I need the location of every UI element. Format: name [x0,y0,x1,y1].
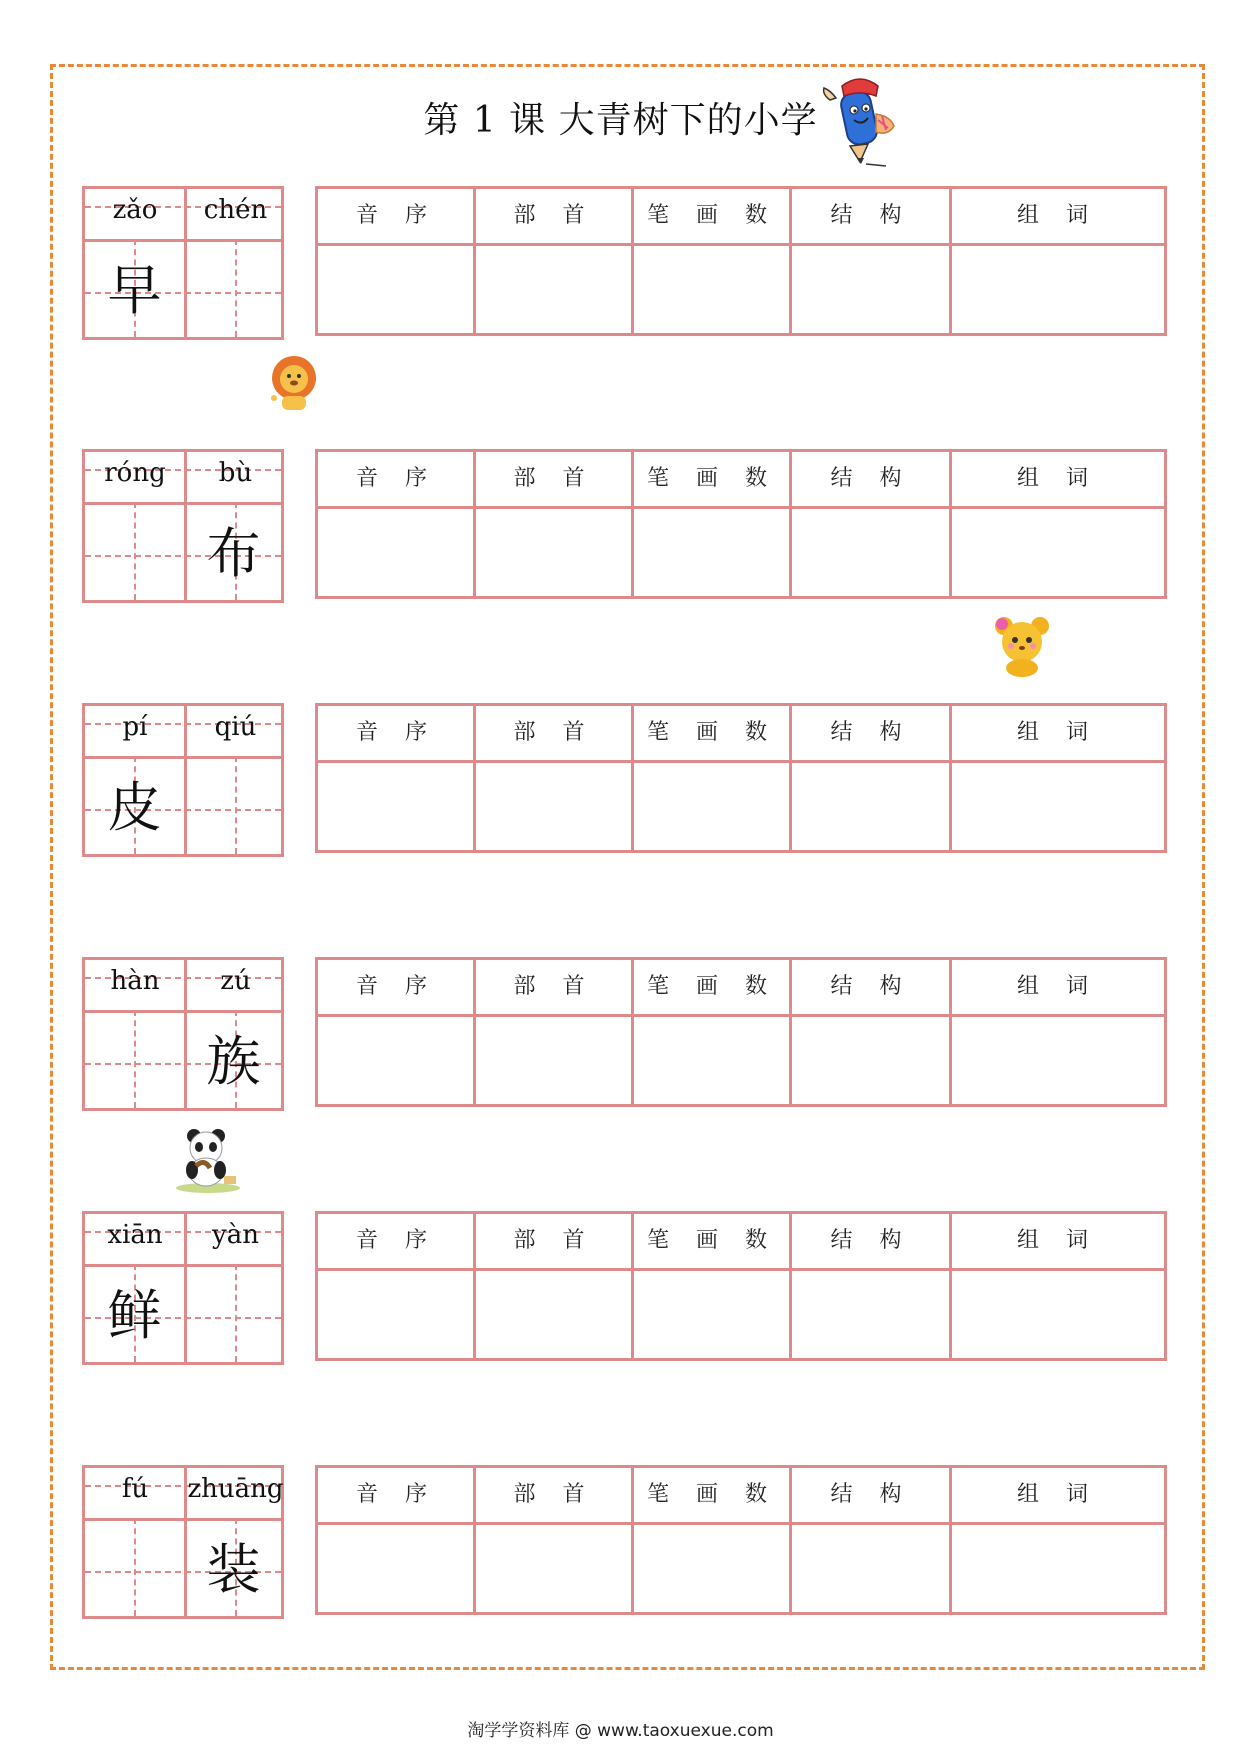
table-header: 组 词 [1017,1228,1098,1253]
pinyin-2: yàn [212,1220,259,1250]
table-header: 笔 画 数 [647,1228,777,1253]
table-header: 笔 画 数 [647,720,777,745]
answer-cell[interactable] [475,246,633,333]
table-header: 部 首 [513,974,595,999]
answer-cell[interactable] [951,1017,1164,1104]
tianzige-grid [82,186,284,340]
table-header: 结 构 [830,720,912,745]
table-header: 笔 画 数 [647,466,777,491]
hanzi-cell-1[interactable]: 鲜 [107,1284,162,1347]
pinyin-2: bù [218,458,253,488]
lion-icon [266,352,322,412]
answer-cell[interactable] [951,1271,1164,1358]
table-header: 部 首 [513,1228,595,1253]
hanzi-cell-2[interactable]: 装 [206,1538,261,1601]
answer-cell[interactable] [633,509,791,596]
table-header: 部 首 [513,466,595,491]
pinyin-1: xiān [107,1220,163,1250]
table-header: 音 序 [356,203,437,228]
table-header: 结 构 [830,1228,912,1253]
answer-cell[interactable] [791,246,951,333]
answer-cell[interactable] [318,1525,475,1612]
answer-cell[interactable] [633,1525,791,1612]
bear-icon [990,612,1054,678]
table-header: 部 首 [513,1482,595,1507]
footer-credit: 淘学学资料库 @ www.taoxuexue.com [467,1721,774,1741]
table-header: 笔 画 数 [647,1482,777,1507]
table-header: 组 词 [1017,203,1098,228]
pinyin-1: hàn [110,966,160,996]
answer-cell[interactable] [318,509,475,596]
answer-cell[interactable] [475,1017,633,1104]
answer-cell[interactable] [951,246,1164,333]
answer-cell[interactable] [633,1017,791,1104]
table-header: 结 构 [830,974,912,999]
pinyin-2: zhuāng [187,1474,284,1504]
table-header: 组 词 [1017,1482,1098,1507]
answer-cell[interactable] [791,1525,951,1612]
analysis-table [315,449,1167,599]
analysis-table [315,1211,1167,1361]
answer-cell[interactable] [951,763,1164,850]
pinyin-2: zú [220,966,251,996]
answer-cell[interactable] [791,509,951,596]
answer-cell[interactable] [475,763,633,850]
tianzige-grid [82,703,284,857]
tianzige-grid [82,1465,284,1619]
answer-cell[interactable] [318,763,475,850]
table-header: 音 序 [356,1228,437,1253]
table-header: 组 词 [1017,974,1098,999]
pinyin-1: pí [122,712,148,742]
pinyin-1: fú [121,1474,149,1504]
answer-cell[interactable] [475,509,633,596]
answer-cell[interactable] [791,1271,951,1358]
table-header: 音 序 [356,720,437,745]
tianzige-grid [82,1211,284,1365]
character-row [0,1465,1241,1621]
tianzige-grid [82,449,284,603]
hanzi-cell-2[interactable]: 布 [206,522,261,585]
hanzi-cell-2[interactable]: 族 [206,1030,261,1093]
answer-cell[interactable] [791,763,951,850]
answer-cell[interactable] [318,246,475,333]
pinyin-2: qiú [214,712,257,742]
character-row [0,957,1241,1113]
hanzi-cell-1[interactable]: 皮 [107,776,162,839]
table-header: 结 构 [830,1482,912,1507]
tianzige-grid [82,957,284,1111]
answer-cell[interactable] [951,1525,1164,1612]
analysis-table [315,1465,1167,1615]
pinyin-2: chén [203,195,268,225]
table-header: 组 词 [1017,466,1098,491]
table-header: 音 序 [356,466,437,491]
panda-icon [172,1126,242,1194]
pencil-mascot-icon [820,78,902,170]
table-header: 音 序 [356,974,437,999]
table-header: 部 首 [513,720,595,745]
analysis-table [315,957,1167,1107]
table-header: 结 构 [830,203,912,228]
answer-cell[interactable] [633,1271,791,1358]
table-header: 笔 画 数 [647,203,777,228]
table-header: 笔 画 数 [647,974,777,999]
character-row [0,703,1241,859]
answer-cell[interactable] [475,1525,633,1612]
analysis-table [315,186,1167,336]
page-title: 第 1 课 大青树下的小学 [423,100,818,141]
table-header: 结 构 [830,466,912,491]
character-row [0,186,1241,342]
analysis-table [315,703,1167,853]
character-row [0,449,1241,605]
answer-cell[interactable] [475,1271,633,1358]
table-header: 部 首 [513,203,595,228]
character-row [0,1211,1241,1367]
answer-cell[interactable] [791,1017,951,1104]
answer-cell[interactable] [633,763,791,850]
answer-cell[interactable] [633,246,791,333]
table-header: 音 序 [356,1482,437,1507]
pinyin-1: róng [104,458,166,488]
table-header: 组 词 [1017,720,1098,745]
answer-cell[interactable] [951,509,1164,596]
answer-cell[interactable] [318,1017,475,1104]
answer-cell[interactable] [318,1271,475,1358]
pinyin-1: zǎo [112,195,158,225]
hanzi-cell-1[interactable]: 早 [107,259,162,322]
